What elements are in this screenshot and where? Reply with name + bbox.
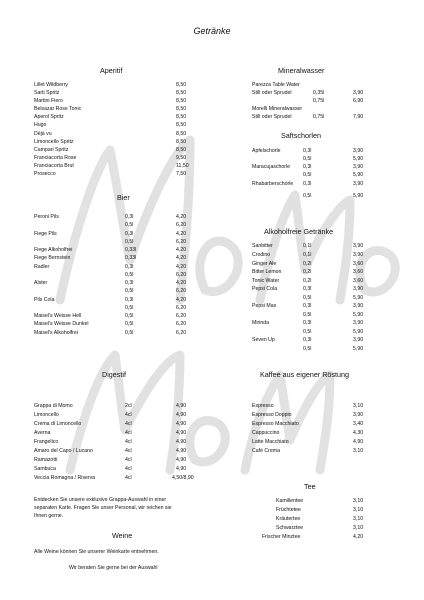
item-size: 0,3l	[303, 164, 312, 170]
item-name: Früchtetee	[276, 507, 301, 513]
item-size: 2cl	[125, 403, 132, 409]
item-price: 3,10	[353, 516, 364, 522]
item-size: 0,2l	[303, 278, 312, 284]
item-name: Still oder Sprudel	[252, 114, 292, 120]
item-size: 0,33l	[125, 255, 137, 261]
item-price: 3,90	[353, 337, 364, 343]
item-price: 3,90	[353, 286, 364, 292]
item-size: 0,5l	[125, 313, 134, 319]
item-name: Café Crema	[252, 448, 280, 454]
item-size: 4cl	[125, 439, 132, 445]
item-price: 3,90	[353, 181, 364, 187]
item-name: Limoncello Spritz	[34, 139, 74, 145]
item-price: 3,90	[353, 164, 364, 170]
item-size: 0,35l	[313, 90, 325, 96]
item-price: 5,90	[353, 172, 364, 178]
item-price: 6,20	[176, 305, 187, 311]
item-size: 0,5l	[125, 222, 134, 228]
item-price: 4,90	[176, 457, 187, 463]
item-price: 4,20	[353, 534, 364, 540]
item-size: 0,5l	[303, 312, 312, 318]
bier-heading: Bier	[117, 193, 130, 202]
item-name: Kamillentee	[276, 498, 304, 504]
item-size: 4cl	[125, 412, 132, 418]
item-name: Rhabarberschorle	[252, 181, 294, 187]
item-name: Pepsi Max	[252, 303, 277, 309]
item-price: 3,60	[353, 261, 364, 267]
item-price: 4,90	[176, 448, 187, 454]
item-name: Maisel's Weisse Hell	[34, 313, 82, 319]
item-price: 5,90	[353, 156, 364, 162]
item-price: 8,50	[176, 98, 187, 104]
item-price: 3,10	[353, 525, 364, 531]
item-price: 8,50	[176, 114, 187, 120]
item-price: 3,90	[353, 412, 364, 418]
item-name: Lillet Wildberry	[34, 82, 69, 88]
item-name: Fiege Bernstein	[34, 255, 71, 261]
item-price: 3,90	[353, 320, 364, 326]
item-price: 4,20	[176, 264, 187, 270]
kaffee-heading: Kaffee aus eigener Röstung	[260, 370, 349, 379]
item-size: 0,5l	[303, 346, 312, 352]
item-price: 8,50	[176, 122, 187, 128]
item-price: 4,20	[176, 255, 187, 261]
item-price: 8,50	[176, 131, 187, 137]
item-price: 5,90	[353, 193, 364, 199]
item-name: Franciacorta Brut	[34, 163, 74, 169]
item-name: Espresso Doppio	[252, 412, 292, 418]
item-name: Radler	[34, 264, 50, 270]
item-price: 7,90	[353, 114, 364, 120]
grappa-note-line: Ihnen gerne.	[34, 513, 64, 519]
item-price: 4,20	[176, 231, 187, 237]
item-name: Ginger Ale	[252, 261, 277, 267]
item-price: 3,40	[353, 421, 364, 427]
item-price: 4,90	[353, 439, 364, 445]
weine-text: Alle Weine können Sie unserer Weinkarte entnehmen.	[34, 549, 159, 555]
item-name: Crodino	[252, 252, 271, 258]
item-price: 6,20	[176, 330, 187, 336]
item-size: 0,3l	[125, 214, 134, 220]
item-name: Apfelschorle	[252, 148, 281, 154]
item-size: 0,5l	[125, 272, 134, 278]
item-name: Aperol Spritz	[34, 114, 64, 120]
item-name: Grappa di Momo	[34, 403, 73, 409]
item-price: 4,50/8,90	[172, 475, 194, 481]
item-name: Espresso Macchiato	[252, 421, 299, 427]
item-price: 11,50	[176, 163, 189, 169]
item-price: 8,50	[176, 82, 187, 88]
item-size: 4cl	[125, 457, 132, 463]
item-name: Still oder Sprudel	[252, 90, 292, 96]
item-price: 3,90	[353, 252, 364, 258]
item-name: Peroni Pils	[34, 214, 59, 220]
item-name: Parezza Table Water	[252, 82, 300, 88]
item-name: Campari Spritz	[34, 147, 69, 153]
aperitif-heading: Aperitif	[100, 66, 123, 75]
item-price: 4,90	[176, 439, 187, 445]
item-name: Seven Up	[252, 337, 275, 343]
item-price: 3,10	[353, 507, 364, 513]
item-size: 4cl	[125, 430, 132, 436]
page-title: Getränke	[193, 26, 231, 36]
item-size: 0,3l	[303, 286, 312, 292]
item-name: Maisel's Weisse Dunkel	[34, 321, 89, 327]
item-size: 0,5l	[303, 172, 312, 178]
item-name: Déjà vu	[34, 131, 52, 137]
item-name: Schwarztee	[276, 525, 304, 531]
item-price: 6,20	[176, 272, 187, 278]
item-size: 4cl	[125, 475, 132, 481]
item-size: 0,1l	[303, 243, 312, 249]
item-name: Hugo	[34, 122, 47, 128]
item-size: 0,75l	[313, 98, 325, 104]
item-price: 8,50	[176, 106, 187, 112]
item-size: 0,3l	[125, 280, 134, 286]
item-size: 0,5l	[303, 329, 312, 335]
item-price: 4,20	[176, 214, 187, 220]
item-name: Latte Macchiato	[252, 439, 289, 445]
item-name: Espresso	[252, 403, 274, 409]
item-price: 8,50	[176, 90, 187, 96]
item-size: 0,5l	[125, 288, 134, 294]
item-price: 4,30	[353, 430, 364, 436]
item-price: 3,90	[353, 243, 364, 249]
item-size: 4cl	[125, 421, 132, 427]
item-name: Frischer Minztee	[262, 534, 301, 540]
digestif-heading: Digestif	[102, 370, 126, 379]
item-price: 3,60	[353, 269, 364, 275]
item-size: 0,3l	[303, 320, 312, 326]
item-price: 5,90	[353, 295, 364, 301]
item-name: Ramazotti	[34, 457, 58, 463]
item-name: Pepsi Cola	[252, 286, 278, 292]
item-size: 0,3l	[303, 337, 312, 343]
item-size: 0,5l	[125, 239, 134, 245]
item-name: Sanbitter	[252, 243, 273, 249]
item-size: 0,5l	[303, 295, 312, 301]
item-size: 0,75l	[313, 114, 325, 120]
item-size: 0,1l	[303, 252, 312, 258]
item-size: 0,3l	[303, 303, 312, 309]
item-size: 0,3l	[303, 181, 312, 187]
item-name: Crema di Limoncello	[34, 421, 82, 427]
item-price: 6,20	[176, 239, 187, 245]
item-price: 4,90	[176, 412, 187, 418]
item-price: 3,10	[353, 498, 364, 504]
item-price: 6,20	[176, 313, 187, 319]
item-price: 3,90	[353, 90, 364, 96]
item-price: 6,90	[353, 98, 364, 104]
mineralwasser-heading: Mineralwasser	[278, 66, 325, 75]
item-name: Averna	[34, 430, 51, 436]
weine-text: Wir beraten Sie gerne bei der Auswahl	[69, 565, 158, 571]
item-price: 3,10	[353, 403, 364, 409]
item-name: Limoncello	[34, 412, 59, 418]
item-price: 4,20	[176, 280, 187, 286]
item-price: 8,50	[176, 147, 187, 153]
item-size: 0,3l	[125, 231, 134, 237]
item-size: 0,3l	[125, 264, 134, 270]
item-price: 4,90	[176, 430, 187, 436]
item-price: 7,50	[176, 171, 187, 177]
item-size: 0,5l	[125, 321, 134, 327]
item-name: Frangelico	[34, 439, 59, 445]
item-size: 0,3l	[303, 148, 312, 154]
item-name: Morelli Mineralwasser	[252, 106, 303, 112]
item-size: 0,33l	[125, 247, 137, 253]
item-price: 4,20	[176, 297, 187, 303]
item-name: Pils Cola	[34, 297, 55, 303]
item-price: 4,90	[176, 466, 187, 472]
weine-heading: Weine	[112, 531, 133, 540]
item-size: 0,2l	[303, 261, 312, 267]
tee-heading: Tee	[304, 482, 316, 491]
item-name: Alster	[34, 280, 48, 286]
item-price: 5,90	[353, 312, 364, 318]
item-name: Martini Fiero	[34, 98, 63, 104]
item-size: 4cl	[125, 448, 132, 454]
item-size: 0,5l	[125, 330, 134, 336]
item-size: 0,5l	[125, 305, 134, 311]
item-price: 9,50	[176, 155, 187, 161]
item-price: 8,50	[176, 139, 187, 145]
saftschorlen-heading: Saftschorlen	[281, 131, 321, 140]
item-name: Amaro del Capo / Lucano	[34, 448, 93, 454]
alkoholfrei-heading: Alkoholfreie Getränke	[264, 227, 334, 236]
item-price: 3,60	[353, 278, 364, 284]
grappa-note-line: Entdecken Sie unsere exklusive Grappa-Auswahl in einer	[34, 497, 167, 503]
item-name: Fiege Pils	[34, 231, 57, 237]
item-price: 3,90	[353, 148, 364, 154]
item-name: Mirinda	[252, 320, 270, 326]
item-price: 5,90	[353, 329, 364, 335]
item-name: Sambuca	[34, 466, 56, 472]
item-price: 4,90	[176, 421, 187, 427]
item-name: Veccia Romagna / Riserva	[34, 475, 96, 481]
item-name: Kräutertee	[276, 516, 301, 522]
item-name: Tonic Water	[252, 278, 280, 284]
item-name: Franciacorta Rose	[34, 155, 77, 161]
item-name: Maisel's Alkoholfrei	[34, 330, 78, 336]
item-price: 5,90	[353, 346, 364, 352]
item-name: Prosecco	[34, 171, 56, 177]
item-name: Maracujaschorle	[252, 164, 291, 170]
item-size: 0,5l	[303, 156, 312, 162]
item-price: 4,90	[176, 403, 187, 409]
grappa-note-line: separaten Karte. Fragen Sie unser Personal, wir reichen sie	[34, 505, 172, 511]
item-name: Sarti Spritz	[34, 90, 60, 96]
item-price: 3,10	[353, 448, 364, 454]
item-size: 0,3l	[125, 297, 134, 303]
item-name: Cappuccino	[252, 430, 280, 436]
item-name: Fiege Alkoholfrei	[34, 247, 73, 253]
item-size: 4cl	[125, 466, 132, 472]
item-size: 0,5l	[303, 193, 312, 199]
item-price: 6,20	[176, 321, 187, 327]
item-name: Belsazar Rose Tonic	[34, 106, 82, 112]
item-price: 6,20	[176, 222, 187, 228]
item-price: 6,20	[176, 288, 187, 294]
item-price: 4,20	[176, 247, 187, 253]
item-price: 3,90	[353, 303, 364, 309]
item-size: 0,2l	[303, 269, 312, 275]
item-name: Bitter Lemon	[252, 269, 282, 275]
